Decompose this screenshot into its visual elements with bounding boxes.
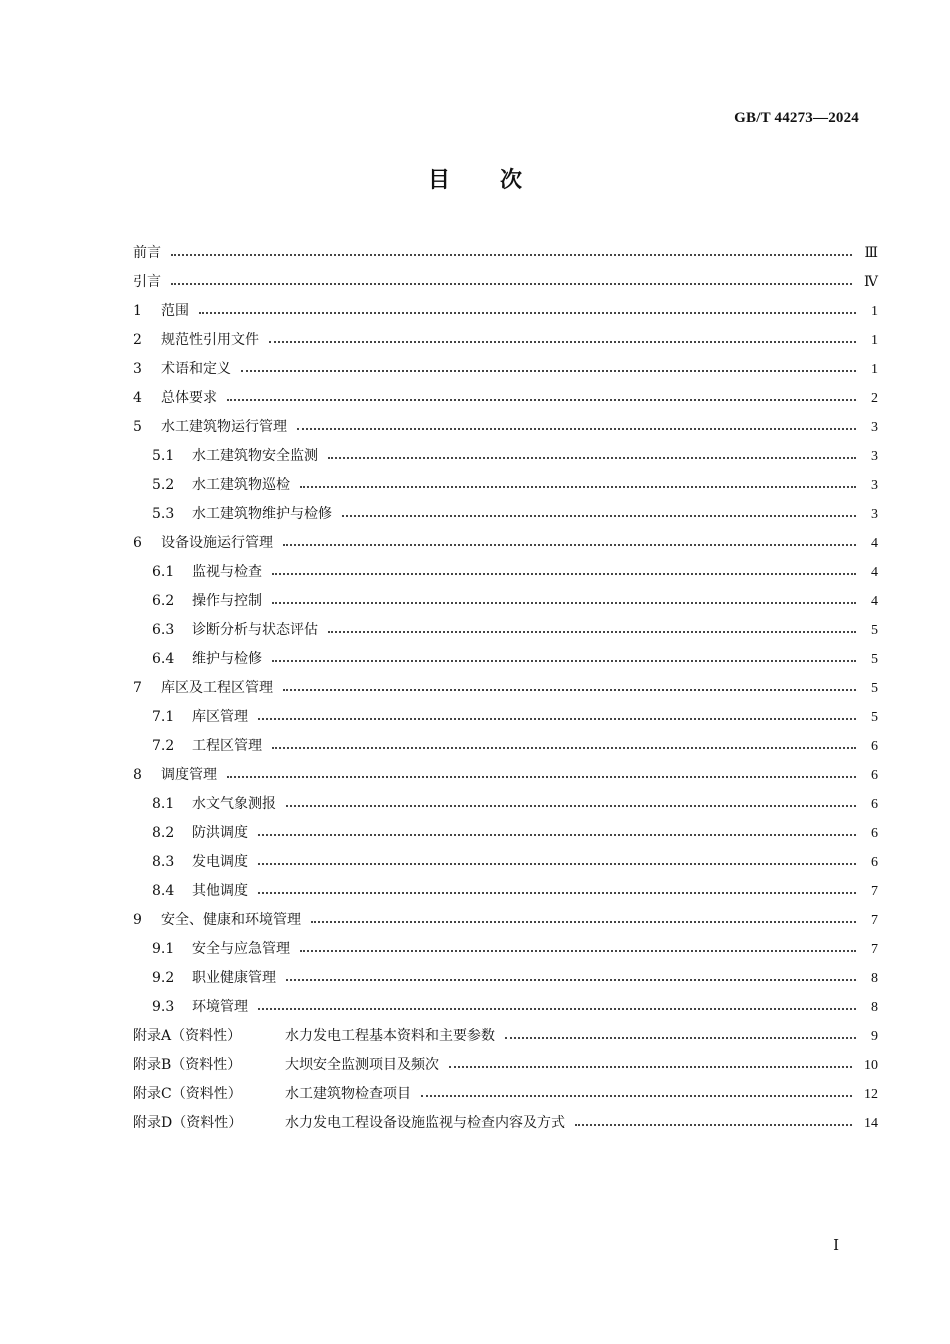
toc-subentry[interactable] xyxy=(133,993,878,1022)
toc-entry[interactable] xyxy=(133,297,878,326)
toc-subentry[interactable] xyxy=(133,935,878,964)
toc-page-number: 8 xyxy=(871,971,878,986)
toc-entry-number: 4 xyxy=(133,390,142,406)
dot-leader xyxy=(297,413,856,442)
toc-page-number: Ⅳ xyxy=(864,275,878,290)
toc-entry-label: 水力发电工程基本资料和主要参数 xyxy=(285,1028,495,1044)
toc-entry-label: 水工建筑物运行管理 xyxy=(161,419,287,435)
dot-leader xyxy=(272,587,856,616)
toc-page-number: 3 xyxy=(871,420,878,435)
toc-entry-label: 调度管理 xyxy=(161,767,217,783)
dot-leader xyxy=(258,993,856,1022)
toc-entry-number: 1 xyxy=(133,303,142,319)
dot-leader xyxy=(258,877,856,906)
toc-subentry[interactable] xyxy=(133,790,878,819)
toc-entry-label: 总体要求 xyxy=(161,390,217,406)
dot-leader xyxy=(272,732,856,761)
toc-page-number: 5 xyxy=(871,681,878,696)
toc-entry-label: 水工建筑物安全监测 xyxy=(192,448,318,464)
toc-entry-introduction[interactable] xyxy=(133,268,878,297)
dot-leader xyxy=(171,239,852,268)
toc-entry-label: 水力发电工程设备设施监视与检查内容及方式 xyxy=(285,1115,565,1131)
toc-entry-number: 9.1 xyxy=(152,941,175,957)
toc-entry-label: 库区管理 xyxy=(192,709,248,725)
toc-entry-number: 6.4 xyxy=(152,651,175,667)
toc-subentry[interactable] xyxy=(133,732,878,761)
dot-leader xyxy=(272,645,856,674)
toc-entry-number: 5.1 xyxy=(152,448,175,464)
toc-entry-number: 9.3 xyxy=(152,999,175,1015)
toc-entry-label: 发电调度 xyxy=(192,854,248,870)
annex-label: 附录A（资料性） xyxy=(133,1028,242,1044)
dot-leader xyxy=(328,442,856,471)
toc-page-number: 5 xyxy=(871,652,878,667)
toc-page-number: 14 xyxy=(864,1116,878,1131)
toc-entry-label: 水工建筑物维护与检修 xyxy=(192,506,332,522)
toc-subentry[interactable] xyxy=(133,500,878,529)
toc-page-number: 4 xyxy=(871,536,878,551)
toc-entry-number: 5.3 xyxy=(152,506,175,522)
toc-entry-number: 9.2 xyxy=(152,970,175,986)
dot-leader xyxy=(283,529,856,558)
toc-annex-b[interactable] xyxy=(133,1051,878,1080)
toc-entry[interactable] xyxy=(133,413,878,442)
dot-leader xyxy=(575,1109,852,1138)
toc-entry-number: 7.1 xyxy=(152,709,175,725)
toc-page-number: 3 xyxy=(871,478,878,493)
toc-page-number: 4 xyxy=(871,565,878,580)
dot-leader xyxy=(286,790,856,819)
toc-entry[interactable] xyxy=(133,355,878,384)
toc-subentry[interactable] xyxy=(133,703,878,732)
toc-entry[interactable] xyxy=(133,326,878,355)
toc-entry-label: 防洪调度 xyxy=(192,825,248,841)
toc-entry[interactable] xyxy=(133,384,878,413)
toc-entry-foreword[interactable] xyxy=(133,239,878,268)
toc-entry-number: 8.3 xyxy=(152,854,175,870)
toc-page-number: 5 xyxy=(871,710,878,725)
toc-entry-number: 5 xyxy=(133,419,142,435)
dot-leader xyxy=(311,906,856,935)
toc-entry-number: 8 xyxy=(133,767,142,783)
toc-page-number: 2 xyxy=(871,391,878,406)
toc-entry-number: 8.2 xyxy=(152,825,175,841)
toc-subentry[interactable] xyxy=(133,645,878,674)
toc-entry[interactable] xyxy=(133,761,878,790)
dot-leader xyxy=(328,616,856,645)
toc-entry-number: 6.3 xyxy=(152,622,175,638)
dot-leader xyxy=(241,355,856,384)
toc-page-number: 6 xyxy=(871,855,878,870)
dot-leader xyxy=(421,1080,852,1109)
toc-page-number: 10 xyxy=(864,1058,878,1073)
toc-entry-label: 监视与检查 xyxy=(192,564,262,580)
dot-leader xyxy=(300,471,856,500)
toc-annex-d[interactable] xyxy=(133,1109,878,1138)
toc-entry-label: 引言 xyxy=(133,274,161,290)
toc-entry-number: 8.1 xyxy=(152,796,175,812)
toc-page-number: 7 xyxy=(871,884,878,899)
toc-entry-number: 3 xyxy=(133,361,142,377)
toc-subentry[interactable] xyxy=(133,964,878,993)
toc-annex-c[interactable] xyxy=(133,1080,878,1109)
toc-page-number: 9 xyxy=(871,1029,878,1044)
toc-entry-number: 6.2 xyxy=(152,593,175,609)
toc-entry-label: 操作与控制 xyxy=(192,593,262,609)
annex-label: 附录C（资料性） xyxy=(133,1086,242,1102)
toc-entry-label: 安全、健康和环境管理 xyxy=(161,912,301,928)
toc-page-number: 7 xyxy=(871,913,878,928)
toc-entry-number: 7 xyxy=(133,680,142,696)
toc-annex-a[interactable] xyxy=(133,1022,878,1051)
toc-entry-label: 设备设施运行管理 xyxy=(161,535,273,551)
toc-page-number: 1 xyxy=(871,362,878,377)
toc-entry-label: 水文气象测报 xyxy=(192,796,276,812)
toc-entry-label: 诊断分析与状态评估 xyxy=(192,622,318,638)
annex-label: 附录B（资料性） xyxy=(133,1057,242,1073)
toc-subentry[interactable] xyxy=(133,819,878,848)
dot-leader xyxy=(286,964,856,993)
toc-subentry[interactable] xyxy=(133,877,878,906)
toc-page-number: 5 xyxy=(871,623,878,638)
dot-leader xyxy=(171,268,852,297)
toc-entry-number: 2 xyxy=(133,332,142,348)
dot-leader xyxy=(258,848,856,877)
page-folio: Ⅰ xyxy=(833,1238,839,1254)
toc-entry-number: 5.2 xyxy=(152,477,175,493)
dot-leader xyxy=(449,1051,852,1080)
dot-leader xyxy=(199,297,856,326)
toc-page-number: Ⅲ xyxy=(864,246,878,261)
toc-subentry[interactable] xyxy=(133,442,878,471)
toc-entry-label: 职业健康管理 xyxy=(192,970,276,986)
standard-code: GB/T 44273—2024 xyxy=(734,110,859,126)
toc-entry-label: 环境管理 xyxy=(192,999,248,1015)
toc-entry-label: 前言 xyxy=(133,245,161,261)
annex-label: 附录D（资料性） xyxy=(133,1115,243,1131)
toc-page-number: 6 xyxy=(871,797,878,812)
dot-leader xyxy=(300,935,856,964)
toc-page-number: 6 xyxy=(871,768,878,783)
toc-entry[interactable] xyxy=(133,529,878,558)
toc-entry-label: 维护与检修 xyxy=(192,651,262,667)
toc-entry-label: 范围 xyxy=(161,303,189,319)
dot-leader xyxy=(258,703,856,732)
toc-subentry[interactable] xyxy=(133,616,878,645)
dot-leader xyxy=(227,761,856,790)
dot-leader xyxy=(272,558,856,587)
table-of-contents xyxy=(133,239,878,1138)
toc-entry-number: 8.4 xyxy=(152,883,175,899)
toc-entry-label: 工程区管理 xyxy=(192,738,262,754)
toc-entry[interactable] xyxy=(133,906,878,935)
toc-entry-label: 水工建筑物巡检 xyxy=(192,477,290,493)
page-title: 目次 xyxy=(427,168,572,193)
toc-subentry[interactable] xyxy=(133,587,878,616)
toc-page-number: 8 xyxy=(871,1000,878,1015)
toc-entry-label: 库区及工程区管理 xyxy=(161,680,273,696)
dot-leader xyxy=(505,1022,856,1051)
dot-leader xyxy=(258,819,856,848)
toc-page-number: 4 xyxy=(871,594,878,609)
toc-entry-label: 安全与应急管理 xyxy=(192,941,290,957)
toc-entry-label: 规范性引用文件 xyxy=(161,332,259,348)
toc-entry-number: 6.1 xyxy=(152,564,175,580)
toc-entry-number: 6 xyxy=(133,535,142,551)
dot-leader xyxy=(283,674,856,703)
toc-subentry[interactable] xyxy=(133,471,878,500)
toc-entry[interactable] xyxy=(133,674,878,703)
toc-page-number: 1 xyxy=(871,304,878,319)
dot-leader xyxy=(227,384,856,413)
toc-subentry[interactable] xyxy=(133,558,878,587)
toc-page-number: 12 xyxy=(864,1087,878,1102)
toc-page-number: 1 xyxy=(871,333,878,348)
toc-subentry[interactable] xyxy=(133,848,878,877)
toc-entry-label: 其他调度 xyxy=(192,883,248,899)
toc-page-number: 3 xyxy=(871,449,878,464)
dot-leader xyxy=(342,500,856,529)
toc-page-number: 7 xyxy=(871,942,878,957)
toc-page-number: 3 xyxy=(871,507,878,522)
toc-entry-label: 水工建筑物检查项目 xyxy=(285,1086,411,1102)
toc-entry-label: 大坝安全监测项目及频次 xyxy=(285,1057,439,1073)
dot-leader xyxy=(269,326,856,355)
toc-entry-label: 术语和定义 xyxy=(161,361,231,377)
toc-entry-number: 7.2 xyxy=(152,738,175,754)
toc-page-number: 6 xyxy=(871,739,878,754)
toc-entry-number: 9 xyxy=(133,912,142,928)
toc-page-number: 6 xyxy=(871,826,878,841)
